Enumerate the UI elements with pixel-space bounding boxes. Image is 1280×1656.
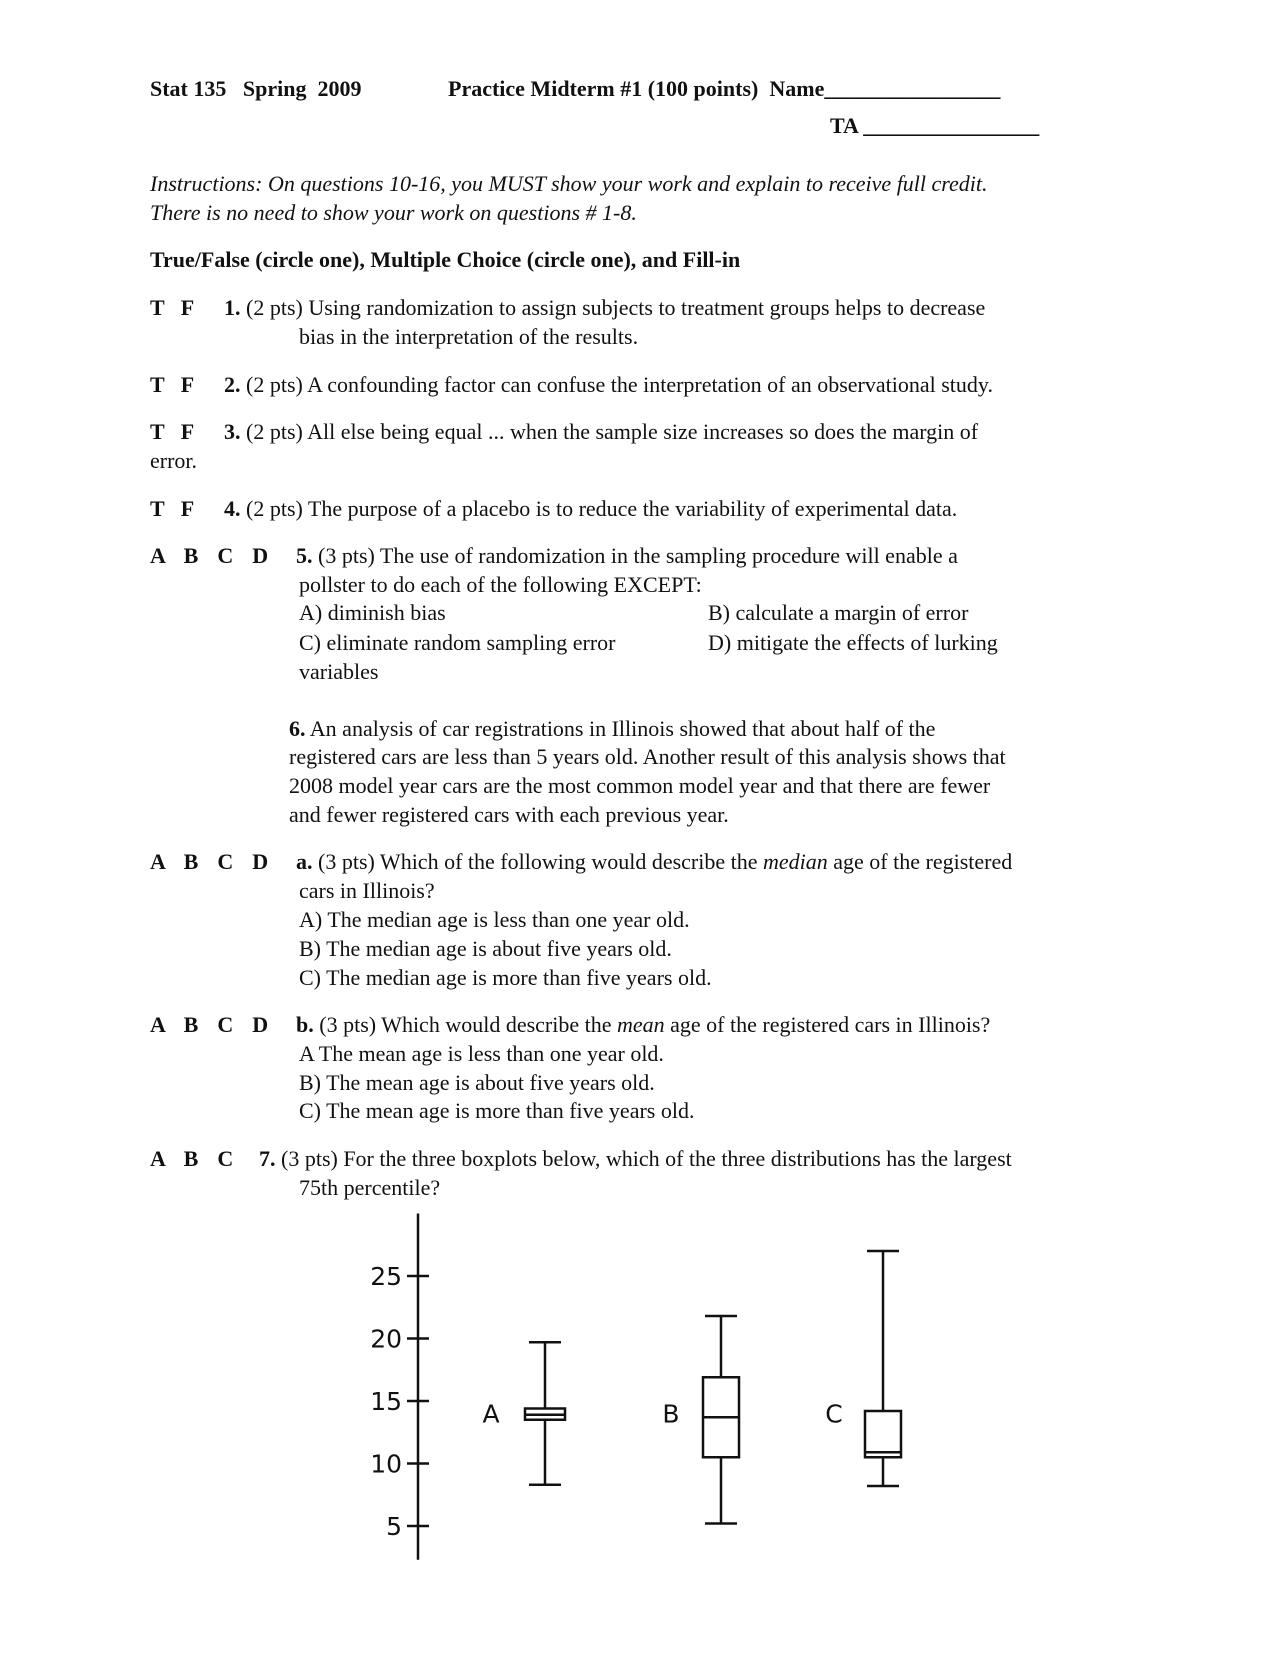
iqr-box bbox=[865, 1411, 901, 1457]
question-text: (2 pts) Using randomization to assign subjects to treatment groups helps to decrease bbox=[246, 295, 986, 320]
question-text: (2 pts) All else being equal ... when the sample size increases so does the margin of bbox=[246, 419, 979, 444]
exam-name: Practice Midterm #1 (100 points) bbox=[448, 76, 759, 101]
y-tick-label: 25 bbox=[370, 1262, 402, 1291]
name-label: Name bbox=[769, 76, 825, 101]
mc-choices[interactable]: A B C D bbox=[150, 849, 269, 874]
option: B) calculate a margin of error bbox=[708, 600, 969, 625]
instructions-line: There is no need to show your work on questions # 1-8. bbox=[150, 200, 637, 225]
question-number: b. bbox=[296, 1012, 314, 1037]
question-number: 6. bbox=[289, 716, 306, 741]
ta-field[interactable]: ________________ bbox=[863, 113, 1040, 138]
option: D) mitigate the effects of lurking bbox=[708, 630, 998, 655]
mc-choices[interactable]: A B C D bbox=[150, 543, 269, 568]
question-text: (3 pts) The use of randomization in the sampling procedure will enable a bbox=[318, 543, 958, 568]
question-text: registered cars are less than 5 years old. Another result of this analysis shows that bbox=[289, 744, 1006, 769]
question-number: 2. bbox=[224, 372, 241, 397]
tf-choices[interactable]: T F bbox=[150, 372, 195, 397]
boxplot-label: B bbox=[662, 1399, 680, 1429]
option: A) diminish bias bbox=[299, 600, 446, 625]
term: Spring 2009 bbox=[242, 76, 362, 101]
question-text: 2008 model year cars are the most common model year and that there are fewer bbox=[289, 773, 991, 798]
question-text: (3 pts) For the three boxplots below, which of the three distributions has the largest bbox=[281, 1146, 1012, 1171]
tf-choices[interactable]: T F bbox=[150, 419, 195, 444]
ta-label: TA bbox=[830, 113, 858, 138]
option: B) The median age is about five years old. bbox=[299, 936, 672, 961]
question-number: 3. bbox=[224, 419, 241, 444]
question-text: bias in the interpretation of the results. bbox=[299, 324, 639, 349]
option: C) eliminate random sampling error bbox=[299, 630, 616, 655]
y-tick-label: 10 bbox=[370, 1449, 402, 1479]
question-text: pollster to do each of the following EXCEPT: bbox=[299, 572, 702, 597]
option: A) The median age is less than one year old. bbox=[299, 907, 690, 932]
option: C) The median age is more than five years old. bbox=[299, 965, 712, 990]
question-text: (2 pts) The purpose of a placebo is to reduce the variability of experimental data. bbox=[246, 496, 958, 521]
boxplot-label: A bbox=[482, 1399, 500, 1429]
question-text: An analysis of car registrations in Illinois showed that about half of the bbox=[309, 716, 936, 741]
question-text: error. bbox=[150, 448, 198, 473]
question-number: 5. bbox=[296, 543, 313, 568]
y-tick-label: 5 bbox=[386, 1512, 402, 1541]
mc-choices[interactable]: A B C bbox=[150, 1146, 234, 1171]
question-text: cars in Illinois? bbox=[299, 878, 435, 903]
emphasis: mean bbox=[617, 1012, 665, 1037]
option: variables bbox=[299, 659, 379, 684]
option: A The mean age is less than one year old. bbox=[299, 1041, 664, 1066]
question-number: a. bbox=[296, 849, 313, 874]
question-text: (3 pts) Which would describe the bbox=[319, 1012, 617, 1037]
question-text: (2 pts) A confounding factor can confuse the interpretation of an observational study. bbox=[246, 372, 993, 397]
y-tick-label: 15 bbox=[370, 1387, 402, 1416]
tf-choices[interactable]: T F bbox=[150, 496, 195, 521]
tf-choices[interactable]: T F bbox=[150, 295, 195, 320]
question-number: 7. bbox=[259, 1146, 276, 1171]
option: B) The mean age is about five years old. bbox=[299, 1070, 655, 1095]
boxplot-label: C bbox=[825, 1399, 843, 1429]
emphasis: median bbox=[763, 849, 828, 874]
course: Stat 135 bbox=[150, 76, 227, 101]
question-text: age of the registered cars in Illinois? bbox=[664, 1012, 991, 1037]
question-text: (3 pts) Which of the following would describe the bbox=[318, 849, 763, 874]
section-heading: True/False (circle one), Multiple Choice (circle one), and Fill-in bbox=[150, 247, 741, 272]
option: C) The mean age is more than five years old. bbox=[299, 1098, 695, 1123]
mc-choices[interactable]: A B C D bbox=[150, 1012, 269, 1037]
instructions-line: Instructions: On questions 10-16, you MUST show your work and explain to receive full credit. bbox=[150, 171, 988, 196]
question-text: age of the registered bbox=[827, 849, 1013, 874]
question-number: 4. bbox=[224, 496, 241, 521]
question-number: 1. bbox=[224, 295, 241, 320]
y-tick-label: 20 bbox=[370, 1324, 402, 1354]
question-text: and fewer registered cars with each previous year. bbox=[289, 802, 729, 827]
question-text: 75th percentile? bbox=[299, 1175, 441, 1200]
name-field[interactable]: ________________ bbox=[824, 76, 1001, 101]
